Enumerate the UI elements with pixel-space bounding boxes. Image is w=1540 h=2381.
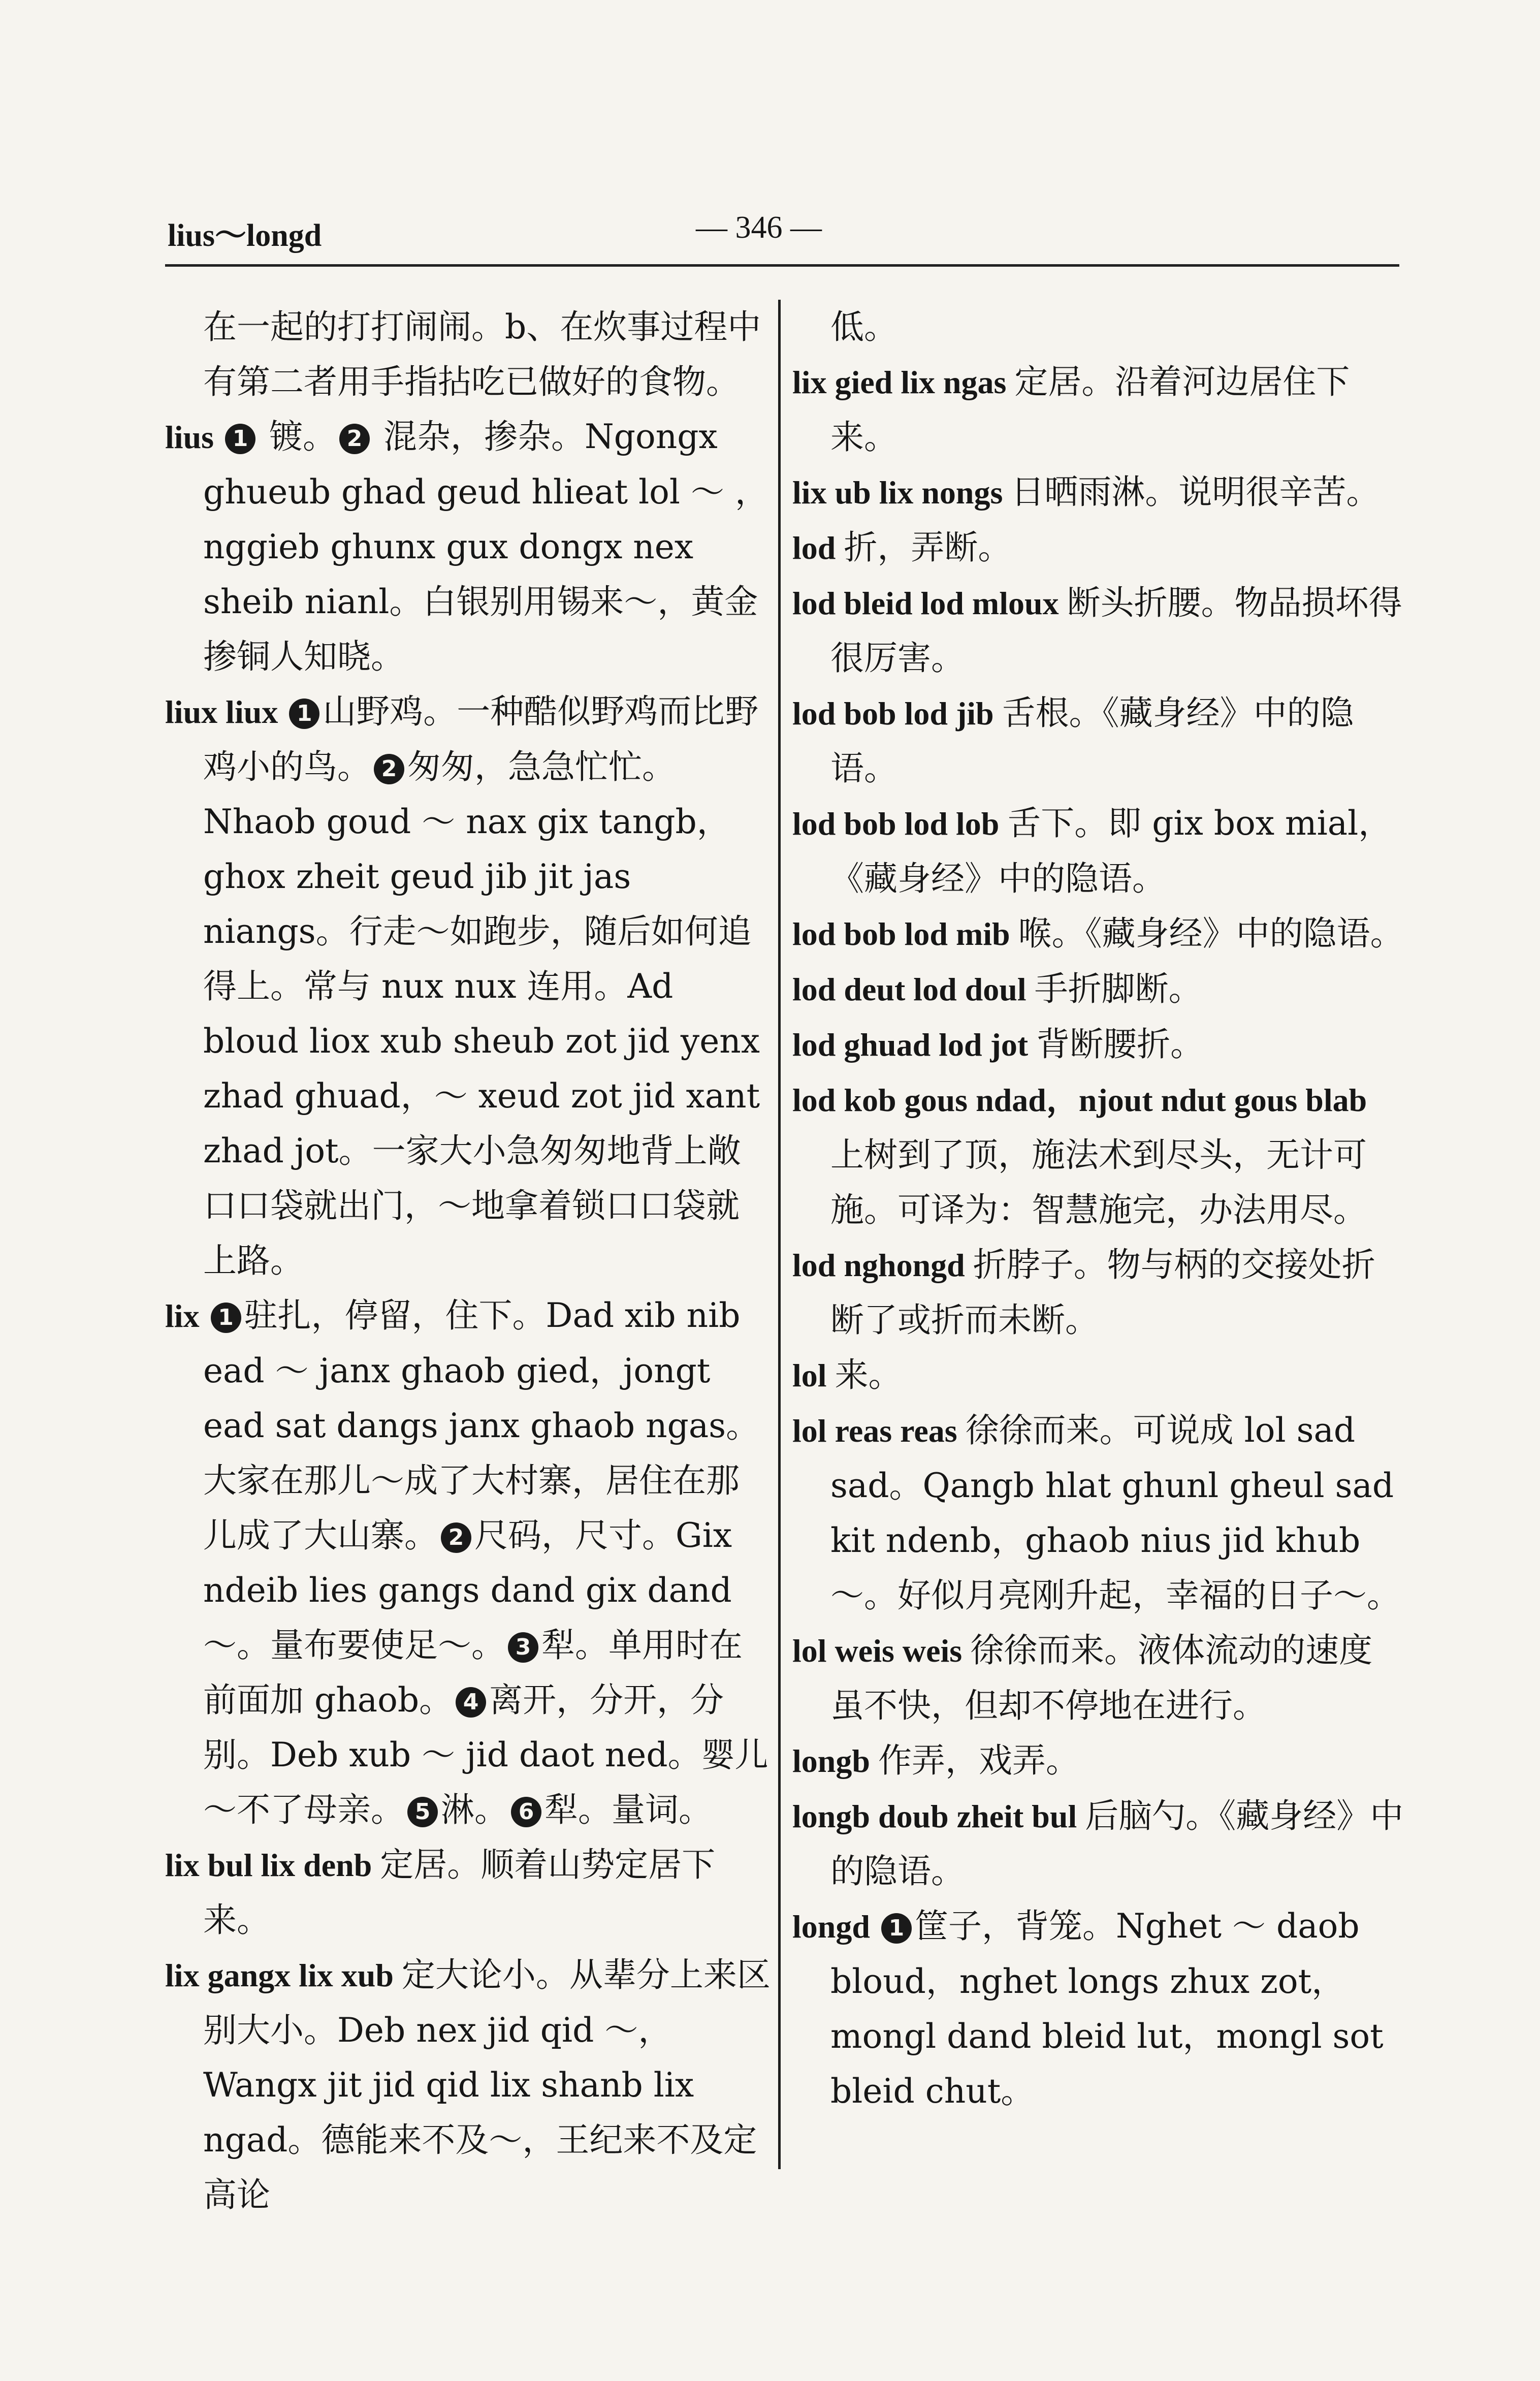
entry-headword: lod nghongd — [792, 1247, 973, 1283]
sense-number: 1 — [225, 424, 255, 454]
dictionary-entry — [165, 409, 772, 684]
entry-definition: 后脑勺。《藏身经》中的隐语。 — [830, 1796, 1404, 1891]
sense-number: 1 — [211, 1303, 241, 1333]
entry-definition: 匆匆，急急忙忙。Nhaob goud ～ nax gix tangb，ghox zheit geud jib jit jas niangs。行走～如跑步，随后如何追得上。常与 nux nux 连用。Ad bloud liox xub sheub zot jid yenx zhad ghuad，～ xeud zot jid xant zhad jot。一家大小急匆匆地背上敞口口袋就出门，～地拿着锁口口袋就上路。 — [203, 747, 760, 1280]
entry-definition: 来。 — [835, 1355, 902, 1394]
entry-definition: 舌下。即 gix box mial，《藏身经》中的隐语。 — [830, 804, 1392, 898]
entry-definition: 折脖子。物与柄的交接处折断了或折而未断。 — [830, 1245, 1375, 1340]
dictionary-entry — [792, 1348, 1404, 1403]
entry-headword: lod deut lod doul — [792, 971, 1035, 1007]
left-column — [165, 300, 772, 2223]
sense-number: 2 — [339, 424, 370, 454]
dictionary-entry — [792, 1017, 1404, 1072]
sense-number: 1 — [881, 1913, 912, 1944]
dictionary-entry — [792, 962, 1404, 1017]
sense-number: 2 — [441, 1522, 471, 1553]
entry-headword: lod bleid lod mloux — [792, 585, 1067, 621]
dictionary-entry — [792, 1899, 1404, 2119]
sense-number: 1 — [289, 699, 319, 729]
entry-headword: lol weis weis — [792, 1633, 971, 1669]
entry-definition: 断头折腰。物品损坏得很厉害。 — [830, 583, 1402, 678]
entry-headword: lol — [792, 1357, 835, 1393]
entry-headword: lius — [165, 419, 222, 455]
dictionary-entry — [165, 1948, 772, 2223]
entry-definition: 低。 — [830, 307, 897, 346]
page-number: — 346 — — [696, 210, 822, 245]
sense-number: 3 — [508, 1632, 538, 1663]
dictionary-entry — [165, 684, 772, 1288]
entry-headword: lod ghuad lod jot — [792, 1027, 1037, 1063]
entry-headword: longd — [792, 1909, 878, 1945]
entry-headword: lix — [165, 1298, 208, 1334]
entry-definition: 舌根。《藏身经》中的隐语。 — [830, 693, 1354, 788]
dictionary-entry — [792, 1789, 1404, 1899]
right-column — [792, 300, 1404, 2119]
entry-definition: 手折脚断。 — [1034, 969, 1202, 1008]
entry-headword: lix gangx lix xub — [165, 1957, 402, 1993]
entry-definition: 作弄，戏弄。 — [878, 1741, 1079, 1780]
dictionary-entry — [792, 355, 1404, 465]
dictionary-entry — [792, 1733, 1404, 1789]
entry-definition: 筐子，背笼。Nghet ～ daob bloud，nghet longs zhux zot，mongl dand bleid lut，mongl sot bleid chut。 — [830, 1907, 1384, 2111]
page-header — [168, 201, 1397, 257]
entry-definition: 徐徐而来。液体流动的速度虽不快，但却不停地在进行。 — [830, 1631, 1373, 1725]
entry-headword: lod bob lod mib — [792, 916, 1018, 952]
entry-definition: 定居。顺着山势定居下来。 — [203, 1845, 716, 1940]
dictionary-entry — [792, 686, 1404, 796]
dictionary-entry — [792, 1623, 1404, 1733]
entry-definition: 徐徐而来。可说成 lol sad sad。Qangb hlat ghunl gheul sad kit ndenb，ghaob nius jid khub ～。好似月亮刚升起，幸福的日子～。 — [830, 1411, 1400, 1615]
entry-definition: 犁。单用时在前面加 ghaob。 — [203, 1626, 743, 1720]
dictionary-entry — [792, 300, 1404, 355]
sense-number: 6 — [511, 1797, 541, 1827]
entry-headword: lix gied lix ngas — [792, 364, 1015, 400]
header-rule — [165, 264, 1399, 267]
header-range: lius～longd — [168, 218, 322, 253]
entry-definition: 日晒雨淋。说明很辛苦。 — [1011, 472, 1380, 512]
dictionary-entry — [165, 1288, 772, 1837]
entry-definition: 上树到了顶，施法术到尽头，无计可施。可译为：智慧施完，办法用尽。 — [830, 1135, 1367, 1229]
dictionary-entry — [792, 1403, 1404, 1623]
entry-definition: 定大论小。从辈分上来区别大小。Deb nex jid qid ～，Wangx jit jid qid lix shanb lix ngad。德能来不及～，王纪来不及定高论 — [203, 1955, 771, 2214]
entry-definition: 淋。 — [441, 1790, 508, 1829]
entry-headword: lod bob lod jib — [792, 695, 1002, 732]
sense-number: 4 — [456, 1687, 486, 1718]
entry-headword: lix ub lix nongs — [792, 474, 1011, 511]
entry-definition: 离开，分开，分别。Deb xub ～ jid daot ned。婴儿～不了母亲。 — [203, 1680, 768, 1829]
entry-definition: 驻扎，停留，住下。Dad xib nib ead ～ janx ghaob gied，jongt ead sat dangs janx ghaob ngas。大家在那儿～成了大村寨，居住在那儿成了大山寨。 — [203, 1296, 760, 1555]
entry-headword: lod bob lod lob — [792, 806, 1008, 842]
dictionary-entry — [792, 520, 1404, 576]
entry-headword: liux liux — [165, 694, 286, 730]
dictionary-entry — [792, 465, 1404, 520]
entry-definition: 背断腰折。 — [1036, 1025, 1204, 1064]
entry-definition: 定居。沿着河边居住下来。 — [830, 362, 1350, 457]
entry-definition: 山野鸡。一种酷似野鸡而比野鸡小的鸟。 — [203, 692, 759, 786]
sense-number: 5 — [407, 1797, 438, 1827]
entry-headword: lix bul lix denb — [165, 1847, 380, 1883]
entry-definition: 镀。 — [259, 417, 337, 456]
dictionary-entry — [792, 576, 1404, 686]
column-divider — [778, 300, 781, 2169]
entry-definition: 尺码，尺寸。Gix ndeib lies gangs dand gix dand ～。量布要使足～。 — [203, 1516, 732, 1665]
entry-headword: lod kob gous ndad，njout ndut gous blab — [792, 1082, 1367, 1118]
entry-definition: 喉。《藏身经》中的隐语。 — [1018, 914, 1404, 953]
dictionary-entry — [792, 796, 1404, 906]
entry-definition: 犁。量词。 — [544, 1790, 712, 1829]
dictionary-entry — [792, 1072, 1404, 1237]
entry-headword: longb — [792, 1743, 878, 1779]
entry-headword: lol reas reas — [792, 1413, 966, 1449]
entry-definition: 在一起的打打闹闹。b、在炊事过程中有第二者用手指拈吃已做好的食物。 — [203, 307, 761, 401]
dictionary-entry — [792, 906, 1404, 962]
dictionary-entry — [165, 1837, 772, 1948]
dictionary-entry — [792, 1237, 1404, 1348]
entry-definition: 混杂，掺杂。Ngongx ghueub ghad geud hlieat lol ～ ，nggieb ghunx gux dongx nex sheib nianl。白银别用锡来～，黄金掺铜人知晓。 — [203, 417, 768, 676]
dictionary-entry — [165, 300, 772, 409]
sense-number: 2 — [374, 754, 404, 784]
entry-headword: lod — [792, 530, 844, 566]
entry-headword: longb doub zheit bul — [792, 1798, 1085, 1834]
entry-definition: 折，弄断。 — [844, 528, 1012, 567]
